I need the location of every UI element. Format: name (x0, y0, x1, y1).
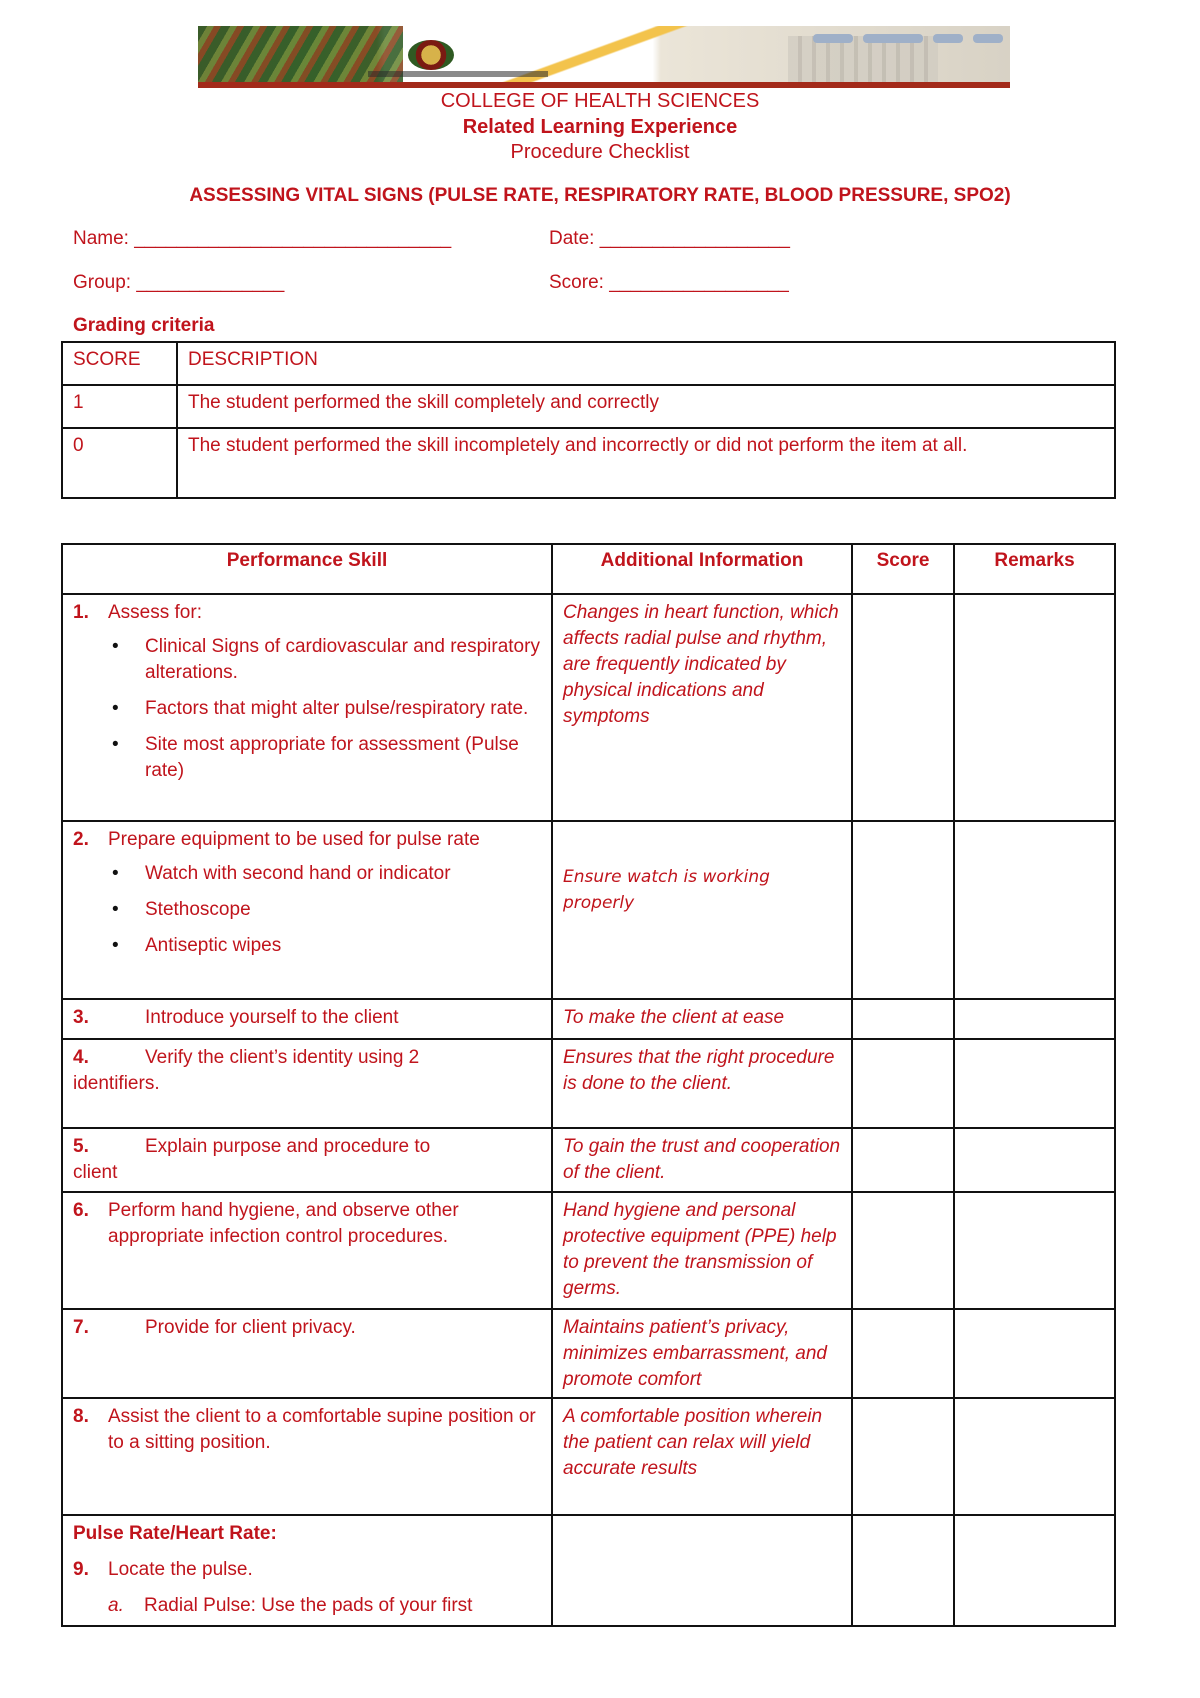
contact-icon (813, 34, 853, 43)
step-text: Explain purpose and procedure to (145, 1136, 431, 1157)
score-cell[interactable] (852, 594, 954, 821)
step-number: 6. (73, 1200, 89, 1221)
score-cell[interactable] (852, 1039, 954, 1128)
step-number: 7. (73, 1317, 89, 1338)
table-row (62, 594, 1115, 821)
university-name-logo (368, 71, 548, 77)
grading-header-description: DESCRIPTION (177, 342, 1115, 385)
step-text: Perform hand hygiene, and observe other appropriate infection control procedures. (108, 1200, 459, 1247)
sub-step-letter: a. (108, 1595, 124, 1616)
table-row (62, 1039, 1115, 1128)
bullet-item: • Stethoscope (108, 897, 541, 923)
step-text-continued: identifiers. (73, 1073, 160, 1094)
date-field[interactable]: Date: __________________ (549, 228, 790, 249)
header-score: Score (852, 544, 954, 594)
grading-header-score: SCORE (62, 342, 177, 385)
skill-cell (62, 1309, 552, 1398)
grading-table (61, 341, 1116, 499)
group-field[interactable]: Group: ______________ (73, 272, 285, 293)
step-number: 5. (73, 1136, 89, 1157)
additional-info: A comfortable position wherein the patient can relax will yield accurate results (552, 1398, 852, 1515)
grading-description: The student performed the skill completely and correctly (177, 385, 1115, 428)
step-bullets (108, 634, 541, 784)
bullet-item: • Factors that might alter pulse/respiratory rate. (108, 696, 541, 722)
banner-border (198, 82, 1010, 88)
table-row (62, 1192, 1115, 1309)
remarks-cell[interactable] (954, 1398, 1115, 1515)
remarks-cell[interactable] (954, 594, 1115, 821)
university-seal-icon (408, 40, 454, 70)
remarks-cell[interactable] (954, 1039, 1115, 1128)
additional-info: Ensures that the right procedure is done to the client. (552, 1039, 852, 1128)
contact-icon (973, 34, 1003, 43)
banner-accent (463, 26, 773, 88)
grading-score: 1 (62, 385, 177, 428)
step-text: Locate the pulse. (108, 1559, 253, 1580)
table-row (62, 821, 1115, 999)
procedure-title: ASSESSING VITAL SIGNS (PULSE RATE, RESPIRATORY RATE, BLOOD PRESSURE, SPO2) (189, 185, 1011, 206)
program-name: Related Learning Experience (462, 116, 738, 138)
table-row (62, 1515, 1115, 1626)
step-text: Prepare equipment to be used for pulse rate (108, 829, 480, 850)
additional-info: To make the client at ease (552, 999, 852, 1039)
bullet-item: • Watch with second hand or indicator (108, 861, 541, 887)
step-text: Assist the client to a comfortable supine position or to a sitting position. (108, 1406, 536, 1453)
step-bullets (108, 861, 541, 959)
remarks-cell[interactable] (954, 1515, 1115, 1626)
remarks-cell[interactable] (954, 1128, 1115, 1192)
remarks-cell[interactable] (954, 1309, 1115, 1398)
header-remarks: Remarks (954, 544, 1115, 594)
step-text: Provide for client privacy. (145, 1317, 356, 1338)
score-cell[interactable] (852, 1515, 954, 1626)
step-number: 2. (73, 829, 89, 850)
skill-cell (62, 594, 552, 821)
table-header-row (62, 544, 1115, 594)
skill-cell (62, 821, 552, 999)
skill-cell (62, 1128, 552, 1192)
section-title: Pulse Rate/Heart Rate: (73, 1523, 277, 1544)
remarks-cell[interactable] (954, 1192, 1115, 1309)
skill-cell (62, 1192, 552, 1309)
table-row (62, 1309, 1115, 1398)
step-number: 9. (73, 1559, 89, 1580)
additional-info (552, 1515, 852, 1626)
step-text-continued: client (73, 1162, 118, 1183)
table-row (62, 999, 1115, 1039)
college-name: COLLEGE OF HEALTH SCIENCES (440, 90, 760, 112)
skill-cell (62, 999, 552, 1039)
additional-info: Hand hygiene and personal protective equipment (PPE) help to prevent the transmission of germs. (552, 1192, 852, 1309)
bullet-item: • Clinical Signs of cardiovascular and respiratory alterations. (108, 634, 541, 686)
grading-criteria-title: Grading criteria (73, 315, 215, 336)
grading-score: 0 (62, 428, 177, 498)
additional-info: Changes in heart function, which affects radial pulse and rhythm, are frequently indicated by physical indications and symptoms (552, 594, 852, 821)
sub-step-text: Radial Pulse: Use the pads of your first (144, 1595, 473, 1616)
step-text: Introduce yourself to the client (145, 1007, 399, 1028)
score-cell[interactable] (852, 1309, 954, 1398)
contact-icon (863, 34, 923, 43)
step-number: 1. (73, 602, 89, 623)
table-row (62, 1398, 1115, 1515)
additional-info: Ensure watch is working properly (552, 821, 852, 999)
header-additional-information: Additional Information (552, 544, 852, 594)
grading-description: The student performed the skill incompletely and incorrectly or did not perform the item at all. (177, 428, 1115, 498)
skill-cell (62, 1515, 552, 1626)
remarks-cell[interactable] (954, 999, 1115, 1039)
score-cell[interactable] (852, 1128, 954, 1192)
skill-cell (62, 1039, 552, 1128)
step-number: 3. (73, 1007, 89, 1028)
step-number: 8. (73, 1406, 89, 1427)
banner-pattern (198, 26, 403, 88)
header-performance-skill: Performance Skill (62, 544, 552, 594)
table-row (62, 385, 1115, 428)
score-cell[interactable] (852, 999, 954, 1039)
score-cell[interactable] (852, 821, 954, 999)
procedure-checklist-table (61, 543, 1116, 1627)
skill-cell (62, 1398, 552, 1515)
document-type: Procedure Checklist (510, 141, 690, 163)
bullet-item: • Antiseptic wipes (108, 933, 541, 959)
additional-info: Maintains patient’s privacy, minimizes embarrassment, and promote comfort (552, 1309, 852, 1398)
score-cell[interactable] (852, 1192, 954, 1309)
contact-icon (933, 34, 963, 43)
step-text: Assess for: (108, 602, 202, 623)
score-cell[interactable] (852, 1398, 954, 1515)
step-number: 4. (73, 1047, 89, 1068)
table-row (62, 1128, 1115, 1192)
bullet-item: • Site most appropriate for assessment (Pulse rate) (108, 732, 541, 784)
score-field[interactable]: Score: _________________ (549, 272, 789, 293)
header-banner (198, 26, 1010, 88)
additional-info: To gain the trust and cooperation of the client. (552, 1128, 852, 1192)
table-row (62, 428, 1115, 498)
name-field[interactable]: Name: ______________________________ (73, 228, 452, 249)
step-text: Verify the client’s identity using 2 (145, 1047, 420, 1068)
table-row (62, 342, 1115, 385)
remarks-cell[interactable] (954, 821, 1115, 999)
